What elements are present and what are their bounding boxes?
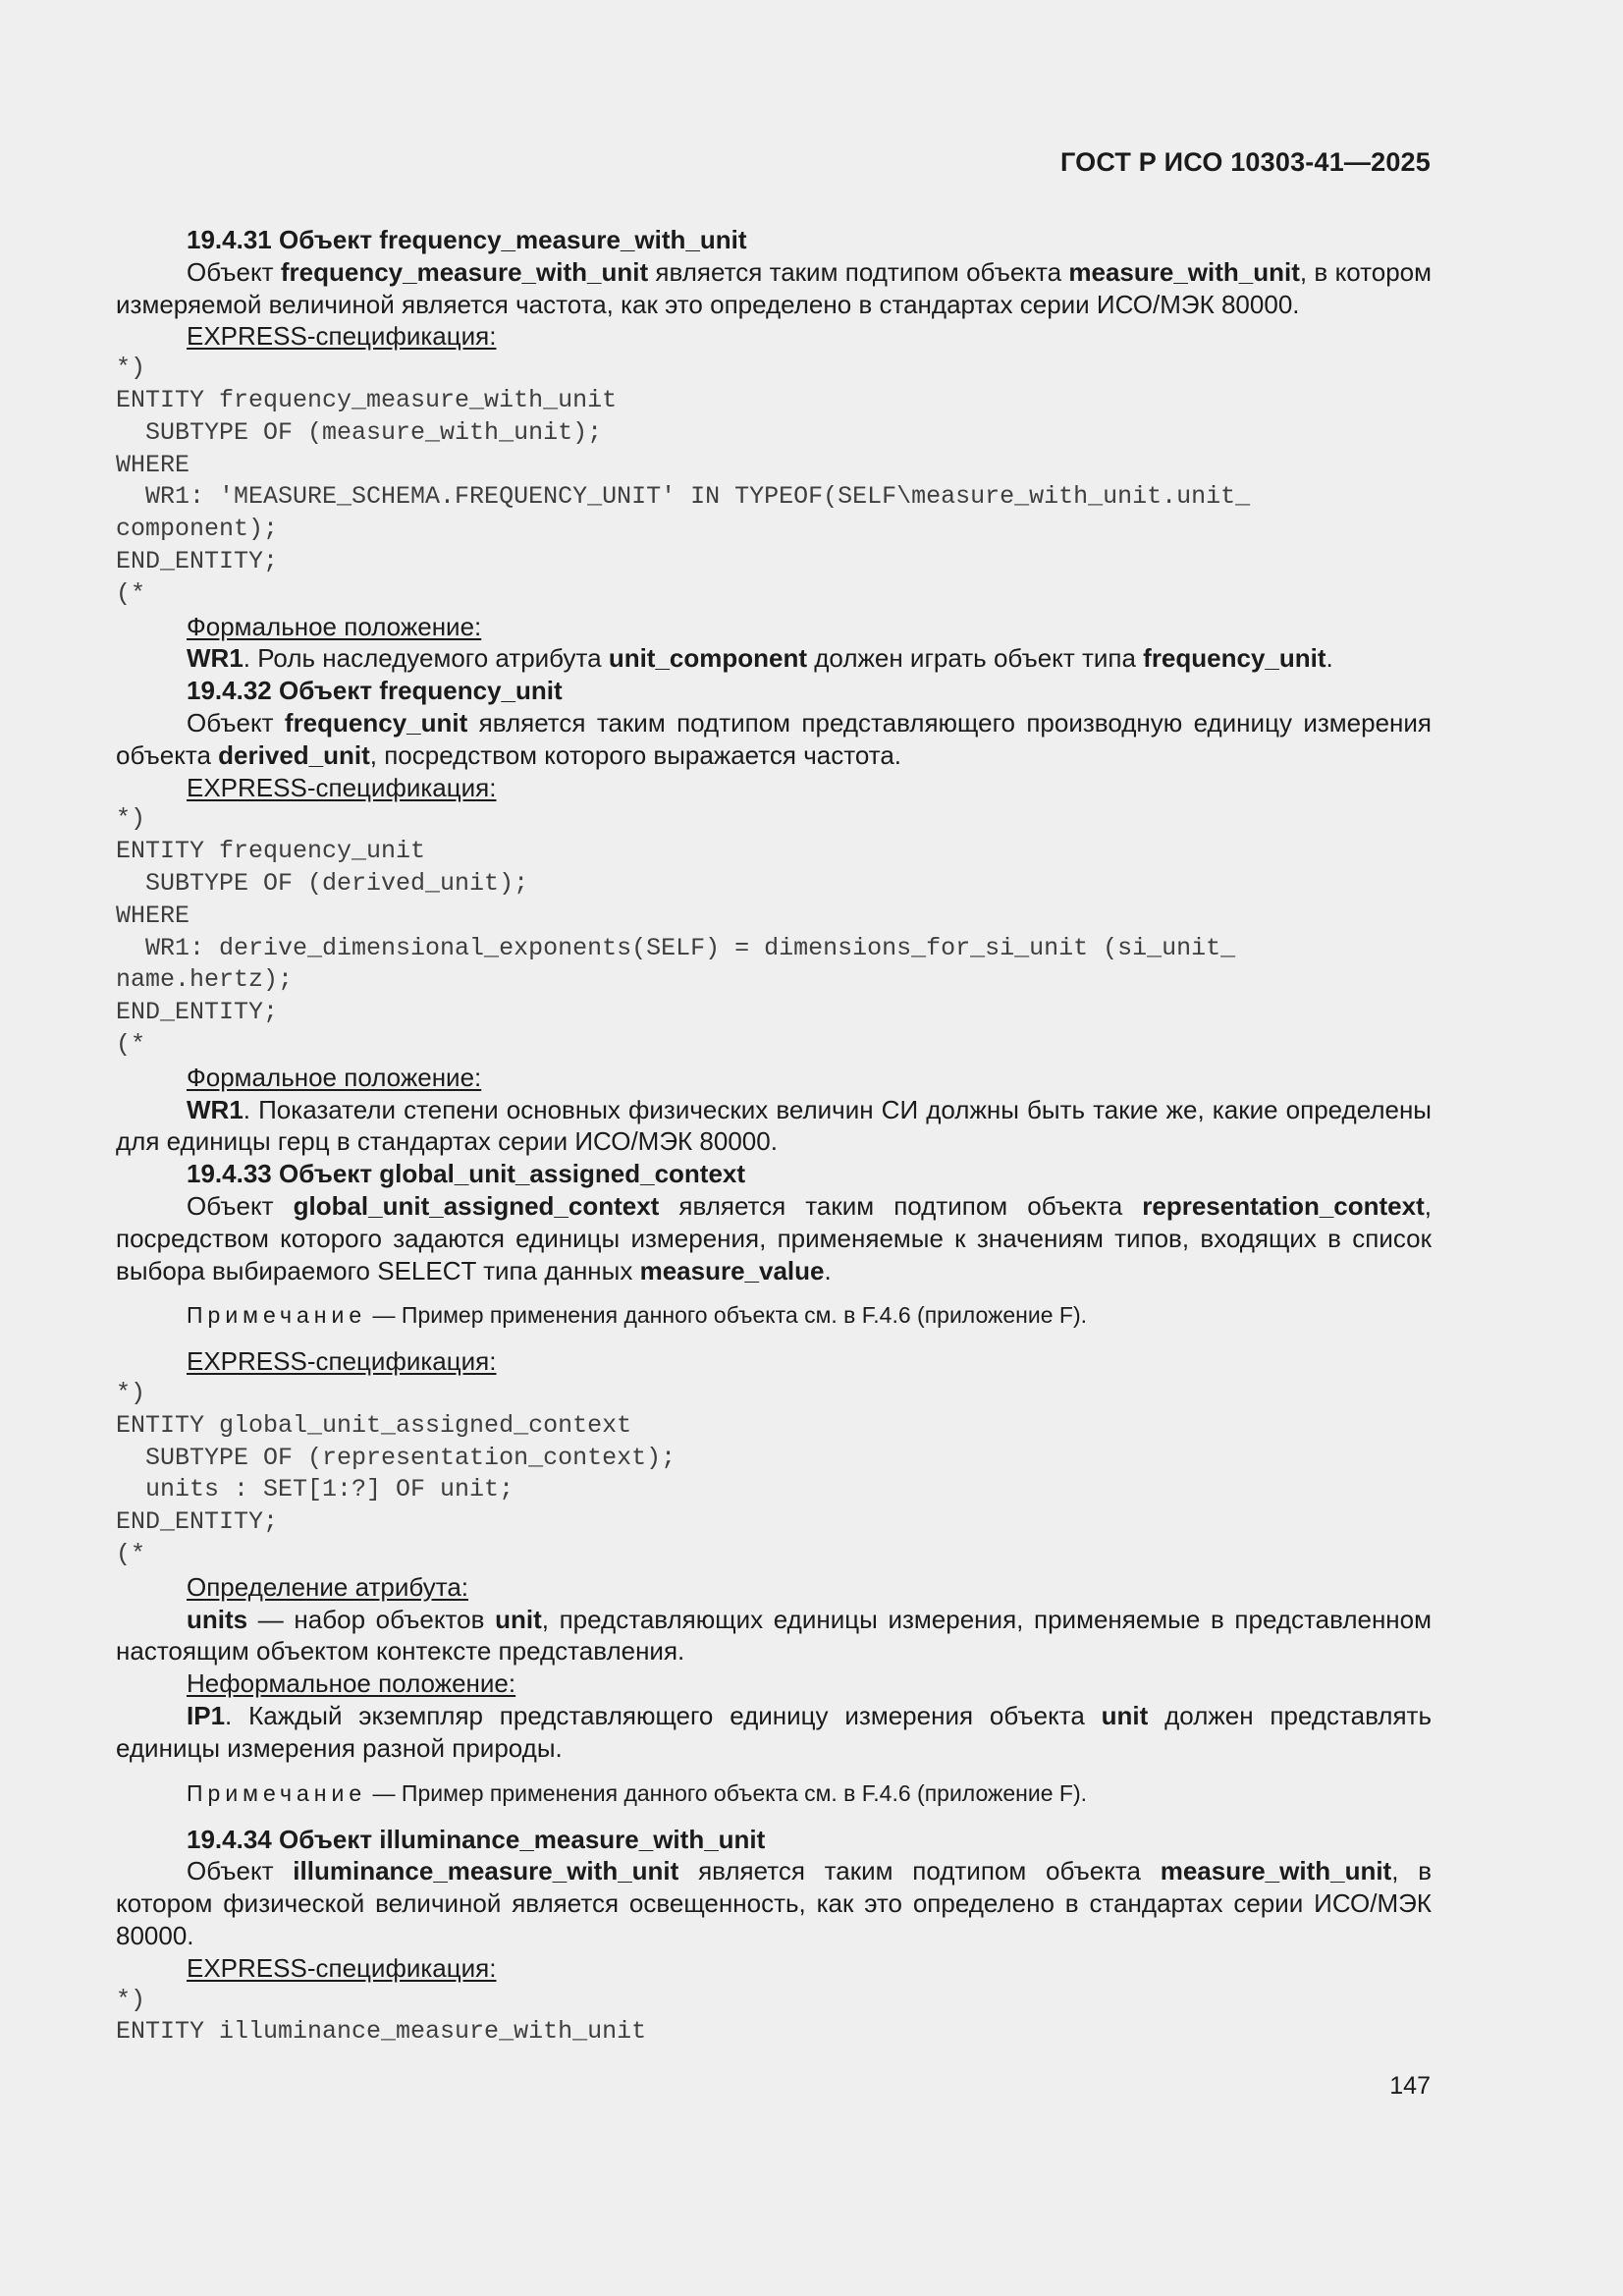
formal-rule: WR1. Показатели степени основных физических величин СИ должны быть такие же, какие определены для единицы герц в стандартах серии ИСО/МЭК 80000. (116, 1094, 1432, 1157)
note: Примечание — Пример применения данного объекта см. в F.4.6 (приложение F). (187, 1779, 1088, 1806)
paragraph: Объект global_unit_assigned_context является таким подтипом объекта representation_context, посредством которого задаются единицы измерения, применяемые к значениям типов, входящих в список выбора выбираемого SELECT типа данных measure_value. (116, 1190, 1432, 1285)
express-label: EXPRESS-спецификация: (187, 772, 497, 802)
express-label: EXPRESS-спецификация: (187, 1346, 497, 1377)
express-code-block: *) ENTITY frequency_measure_with_unit SUBTYPE OF (measure_with_unit); WHERE WR1: 'MEASURE_SCHEMA.FREQUENCY_UNIT' IN TYPEOF(SELF\measure_with_unit.unit_ component); END_ENTITY; (* (116, 354, 1251, 608)
informal-label: Неформальное положение: (187, 1668, 516, 1699)
formal-label: Формальное положение: (187, 611, 482, 641)
express-code-block: *) ENTITY frequency_unit SUBTYPE OF (derived_unit); WHERE WR1: derive_dimensional_exponents(SELF) = dimensions_for_si_unit (si_unit_ name.hertz); END_ENTITY; (* (116, 804, 1236, 1059)
attribute-definition: units — набор объектов unit, представляющих единицы измерения, применяемые в представленном настоящим объектом контексте представления. (116, 1604, 1432, 1667)
paragraph: Объект frequency_unit является таким подтипом представляющего производную единицу измерения объекта derived_unit, посредством которого выражается частота. (116, 707, 1432, 770)
attribute-definition-label: Определение атрибута: (187, 1571, 469, 1602)
formal-rule: WR1. Роль наследуемого атрибута unit_component должен играть объект типа frequency_unit. (187, 643, 1333, 674)
informal-rule: IP1. Каждый экземпляр представляющего единицу измерения объекта unit должен представлять единицы измерения разной природы. (116, 1701, 1433, 1763)
express-code-block: *) ENTITY global_unit_assigned_context SUBTYPE OF (representation_context); units : SET[1:?] OF unit; END_ENTITY; (* (116, 1379, 676, 1569)
document-code-header: ГОСТ Р ИСО 10303-41—2025 (1060, 147, 1431, 177)
section-heading: 19.4.34 Объект illuminance_measure_with_unit (187, 1824, 766, 1854)
note: Примечание — Пример применения данного объекта см. в F.4.6 (приложение F). (187, 1302, 1088, 1329)
paragraph: Объект frequency_measure_with_unit является таким подтипом объекта measure_with_unit, в котором измеряемой величиной является частота, как это определено в стандартах серии ИСО/МЭК 80000. (116, 256, 1432, 319)
section-heading: 19.4.33 Объект global_unit_assigned_context (187, 1159, 746, 1189)
section-heading: 19.4.32 Объект frequency_unit (187, 676, 563, 706)
formal-label: Формальное положение: (187, 1062, 482, 1092)
express-label: EXPRESS-спецификация: (187, 1952, 497, 1983)
paragraph: Объект illuminance_measure_with_unit является таким подтипом объекта measure_with_unit, в котором физической величиной является освещенность, как это определено в стандартах серии ИСО/МЭК 80000. (116, 1856, 1433, 1951)
section-heading: 19.4.31 Объект frequency_measure_with_unit (187, 225, 747, 254)
express-code-block: *) ENTITY illuminance_measure_with_unit (116, 1985, 647, 2047)
page-number: 147 (1389, 2072, 1431, 2100)
page-content (116, 224, 1432, 2049)
express-label: EXPRESS-спецификация: (187, 321, 497, 352)
